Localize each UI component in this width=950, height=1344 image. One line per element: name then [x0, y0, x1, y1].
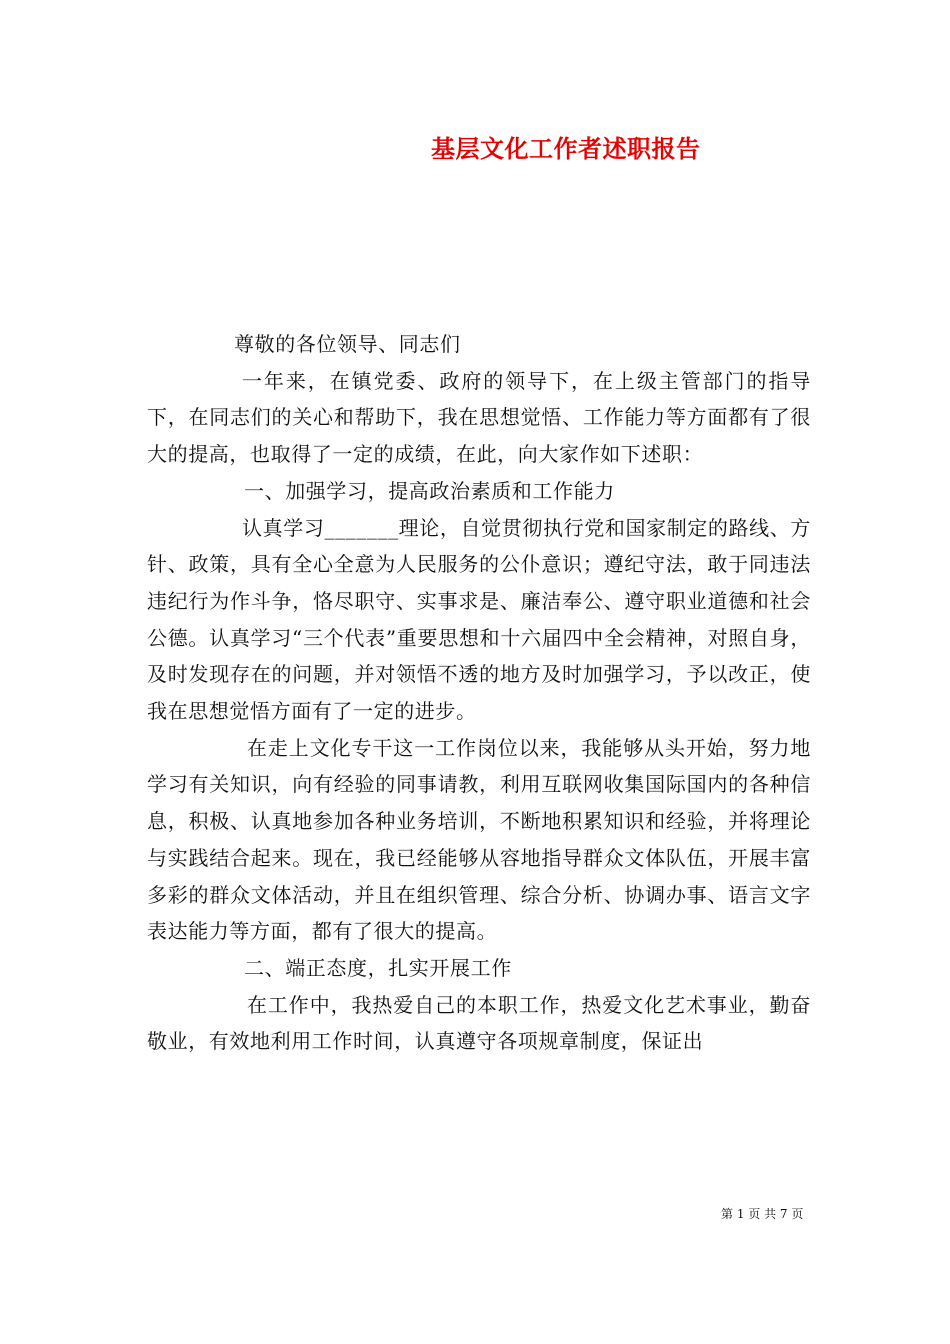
section-heading-2: 二、端正态度，扎实开展工作: [244, 955, 512, 980]
section-heading-1: 一、加强学习，提高政治素质和工作能力: [244, 478, 615, 503]
document-body: [147, 326, 811, 1060]
page-footer: 第 1 页 共 7 页: [721, 1207, 804, 1221]
salutation: 尊敬的各位领导、同志们: [234, 332, 461, 356]
paragraph-work: 在工作中，我热爱自己的本职工作，热爱文化艺术事业，勤奋敬业，有效地利用工作时间，认真遵守各项规章制度，保证出: [147, 992, 811, 1054]
paragraph-study: 认真学习_______理论，自觉贯彻执行党和国家制定的路线、方针、政策，具有全心全意为人民服务的公仆意识；遵纪守法，敢于同违法违纪行为作斗争，恪尽职守、实事求是、廉洁奉公、遵守职业道德和社会公德。认真学习“三个代表”重要思想和十六届四中全会精神，对照自身，及时发现存在的问题，并对领悟不透的地方及时加强学习，予以改正，使我在思想觉悟方面有了一定的进步。: [147, 515, 811, 724]
document-title: 基层文化工作者述职报告: [431, 134, 701, 163]
paragraph-job: 在走上文化专干这一工作岗位以来，我能够从头开始，努力地学习有关知识，向有经验的同事请教，利用互联网收集国际国内的各种信息，积极、认真地参加各种业务培训，不断地积累知识和经验，并将理论与实践结合起来。现在，我已经能够从容地指导群众文体队伍，开展丰富多彩的群众文体活动，并且在组织管理、综合分析、协调办事、语言文字表达能力等方面，都有了很大的提高。: [147, 735, 811, 944]
paragraph-intro: 一年来，在镇党委、政府的领导下，在上级主管部门的指导下，在同志们的关心和帮助下，我在思想觉悟、工作能力等方面都有了很大的提高，也取得了一定的成绩，在此，向大家作如下述职：: [147, 368, 811, 467]
